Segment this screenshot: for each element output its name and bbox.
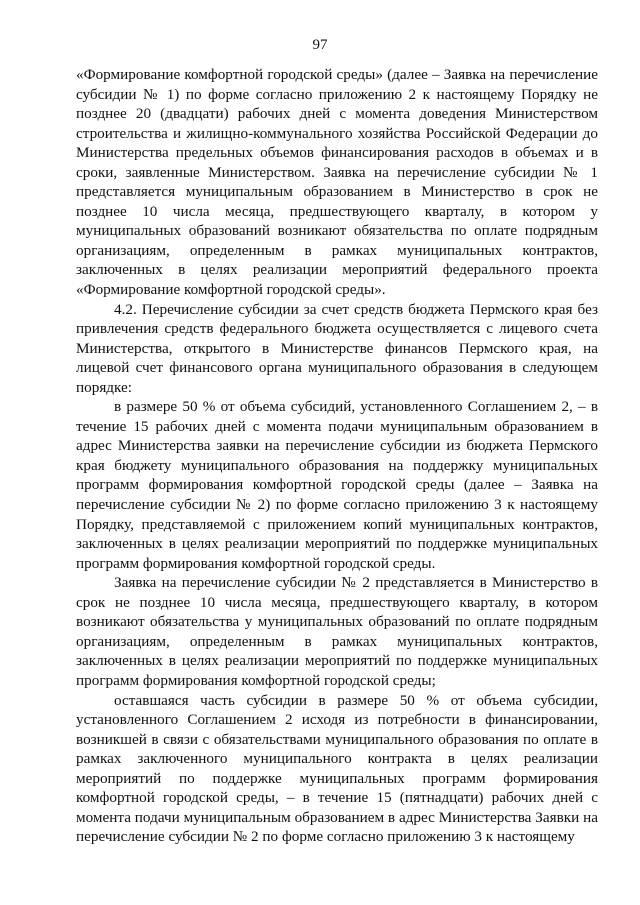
paragraph-1: «Формирование комфортной городской среды» (далее – Заявка на перечисление субсидии № 1) по форме согласно приложению 2 к настоящему Порядку не позднее 20 (двадцати) рабочих дней с момента доведения Министерством строительства и жилищно-коммунального хозяйства Российской Федерации до Министерства предельных объемов финансирования расходов в объемах и в сроки, заявленные Министерством. Заявка на перечисление субсидии № 1 представляется муниципальным образованием в Министерство в срок не позднее 10 числа месяца, предшествующего кварталу, в котором у муниципальных образований возникают обязательства по оплате подрядным организациям, определенным в рамках муниципальных контрактов, заключенных в целях реализации мероприятий федерального проекта «Формирование комфортной городской среды». [76,66,598,299]
paragraph-4: Заявка на перечисление субсидии № 2 представляется в Министерство в срок не позднее 10 числа месяца, предшествующего кварталу, в котором возникают обязательства у муниципальных образований по оплате подрядным организациям, определенным в рамках муниципальных контрактов, заключенных в целях реализации мероприятий по поддержке муниципальных программ формирования комфортной городской среды; [76,574,598,689]
page-number: 97 [312,37,328,53]
paragraph-3: в размере 50 % от объема субсидий, установленного Соглашением 2, – в течение 15 рабочих дней с момента подачи муниципальным образованием в адрес Министерства заявки на перечисление субсидии из бюджета Пермского края бюджету муниципального образования на поддержку муниципальных программ формирования комфортной городской среды (далее – Заявка на перечисление субсидии № 2) по форме согласно приложению 3 к настоящему Порядку, представляемой с приложением копий муниципальных контрактов, заключенных в целях реализации мероприятий по поддержке муниципальных программ формирования комфортной городской среды. [76,398,598,572]
paragraph-2: 4.2. Перечисление субсидии за счет средств бюджета Пермского края без привлечения средств федерального бюджета осуществляется с лицевого счета Министерства, открытого в Министерстве финансов Пермского края, на лицевой счет финансового органа муниципального образования в следующем порядке: [76,300,598,396]
paragraph-5: оставшаяся часть субсидии в размере 50 % от объема субсидии, установленного Соглашением 2 исходя из потребности в финансировании, возникшей в связи с обязательствами муниципального образования по оплате в рамках заключенного муниципального контракта в целях реализации мероприятий по поддержке муниципальных программ формирования комфортной городской среды, – в течение 15 (пятнадцати) рабочих дней с момента подачи муниципальным образованием в адрес Министерства Заявки на перечисление субсидии № 2 по форме согласно приложению 3 к настоящему [76,691,598,846]
document-body [76,65,598,847]
